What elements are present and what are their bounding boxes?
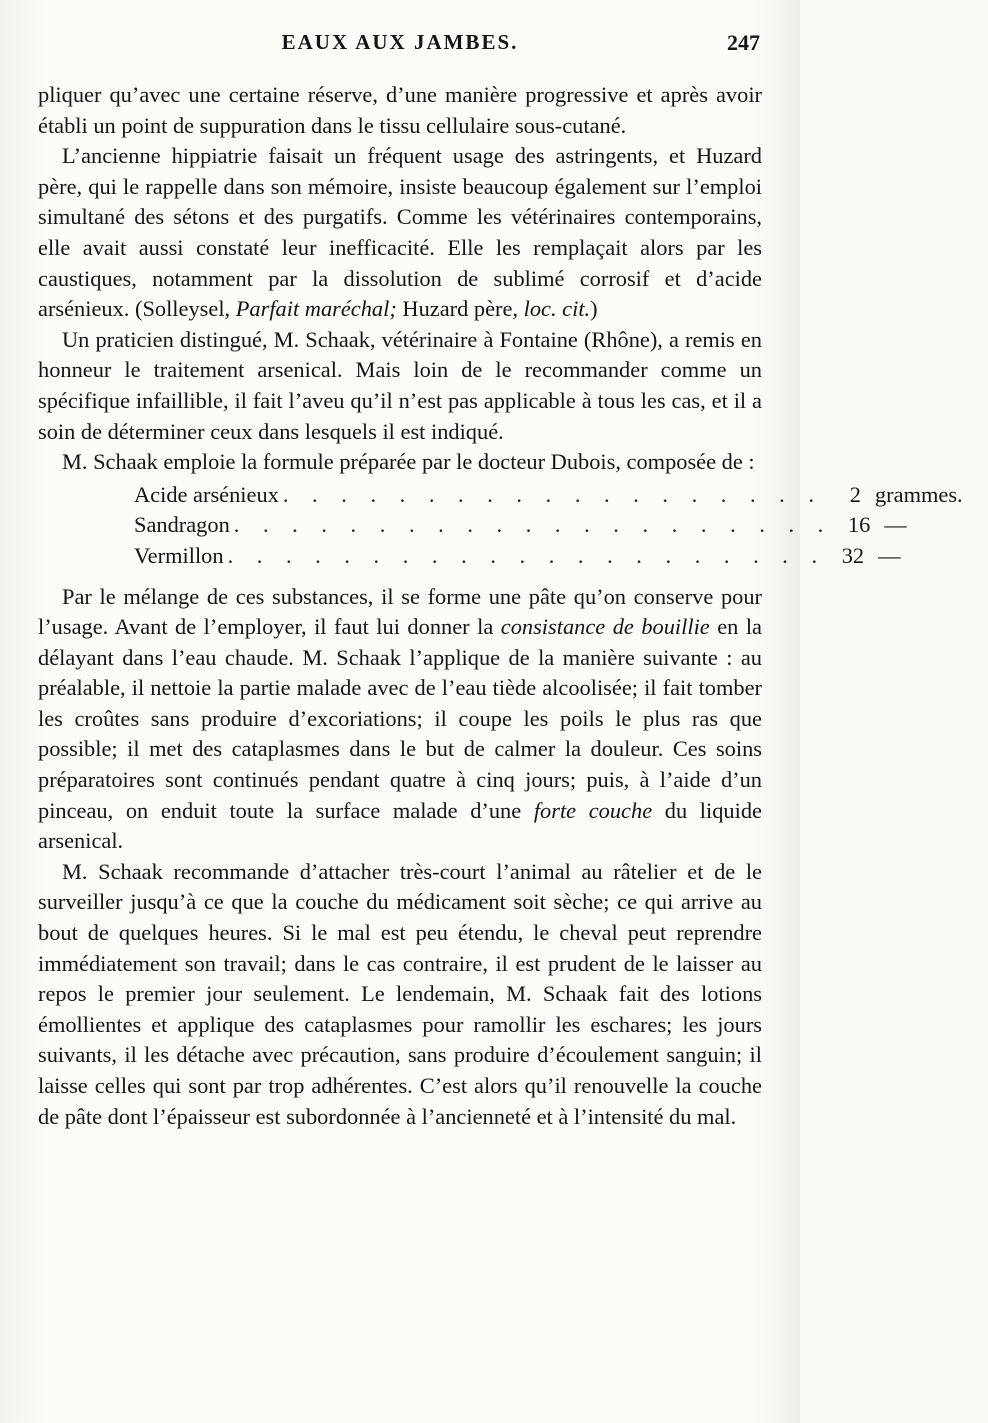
italic-citation: Parfait maréchal; [235,296,397,322]
paragraph-text: L’ancienne hippiatrie faisait un fréquent usage des astringents, et Huzard père, qui le rappelle dans son mémoire, insiste beaucoup également sur l’emploi simultané des sétons et des purgatifs. Comme les vétérinaires contemporains, elle avait aussi constaté leur inefficacité. Elle les remplaçait alors par les caustiques, notamment par la dissolution de sublimé corrosif et d’acide arsénieux. (Solleysel, [38,143,762,322]
ingredient-quantity: 32 [841,542,865,568]
dot-leader: . . . . . . . . . . . . . . . . . . . . . [227,542,827,568]
paragraph-preparation [38,582,762,857]
formula-table [134,478,963,582]
paragraph-formula-intro: M. Schaak emploie la formule préparée par le docteur Dubois, composée de : [62,449,755,475]
italic-citation: loc. cit. [523,296,591,322]
paragraph-text: Huzard père, [396,296,524,322]
formula-row [134,510,907,541]
paragraph-continued: pliquer qu’avec une certaine réserve, d’une manière progressive et après avoir établi un point de suppuration dans le tissu cellulaire sous-cutané. [38,82,762,138]
paragraph-hippiatrie [38,141,762,325]
italic-phrase: consistance de bouillie [500,614,710,640]
paragraph-text: en la délayant dans l’eau chaude. M. Schaak l’applique de la manière suivante : au préalable, il nettoie la partie malade avec de l’eau tiède alcoolisée; il fait tomber les croûtes sans produire d’excoriations; il coupe les poils le plus ras que possible; il met des cataplasmes dans le but de calmer la douleur. Ces soins préparatoires sont continués pendant quatre à cinq jours; puis, à l’aide d’un pinceau, on enduit toute la surface malade d’une [38,614,762,823]
body-text [38,80,963,1132]
paragraph-text: Par le mélange de ces substances, il se forme une pâte qu’on conserve pour l’usage. Avant de l’employer, il faut lui donner la [38,583,762,640]
ingredient-quantity: 16 [847,512,871,538]
formula-row [134,480,963,511]
paragraph-aftercare: M. Schaak recommande d’attacher très-court l’animal au râtelier et de le surveiller jusqu’à ce que la couche du médicament soit sèche; ce qui arrive au bout de quelques heures. Si le mal est peu étendu, le cheval peut reprendre immédiatement son travail; dans le cas contraire, il est prudent de le laisser au repos le premier jour seulement. Le lendemain, M. Schaak fait des lotions émollientes et applique des cataplasmes pour ramollir les eschares; les jours suivants, il les détache avec précaution, sans produire d’écoulement sanguin; il laisse celles qui sont par trop adhérentes. C’est alors qu’il renouvelle la couche de pâte dont l’épaisseur est subordonnée à l’ancienneté et à l’intensité du mal. [38,858,762,1129]
ingredient-unit: — [884,512,907,538]
ingredient-name: Vermillon [134,542,224,568]
dot-leader: . . . . . . . . . . . . . . . . . . . . . [233,512,833,538]
ingredient-unit: grammes. [874,481,963,507]
ingredient-name: Acide arsénieux [134,481,279,507]
page-number: 247 [727,30,760,55]
formula-row [134,541,901,572]
italic-phrase: forte couche [533,797,653,823]
ingredient-quantity: 2 [849,481,861,507]
ingredient-unit: — [878,542,901,568]
paragraph-schaak-intro: Un praticien distingué, M. Schaak, vétérinaire à Fontaine (Rhône), a remis en honneur le traitement arsenical. Mais loin de le recommander comme un spécifique infaillible, il fait l’aveu qu’il n’est pas applicable à tous les cas, et il a soin de déterminer ceux dans lesquels il est indiqué. [38,326,762,444]
page-header [40,30,760,60]
running-head: EAUX AUX JAMBES. [281,30,519,54]
dot-leader: . . . . . . . . . . . . . . . . . . . [282,481,823,507]
paragraph-text: ) [590,296,598,322]
paragraph-text: du liquide arsenical. [38,797,762,854]
ingredient-name: Sandragon [134,512,230,538]
